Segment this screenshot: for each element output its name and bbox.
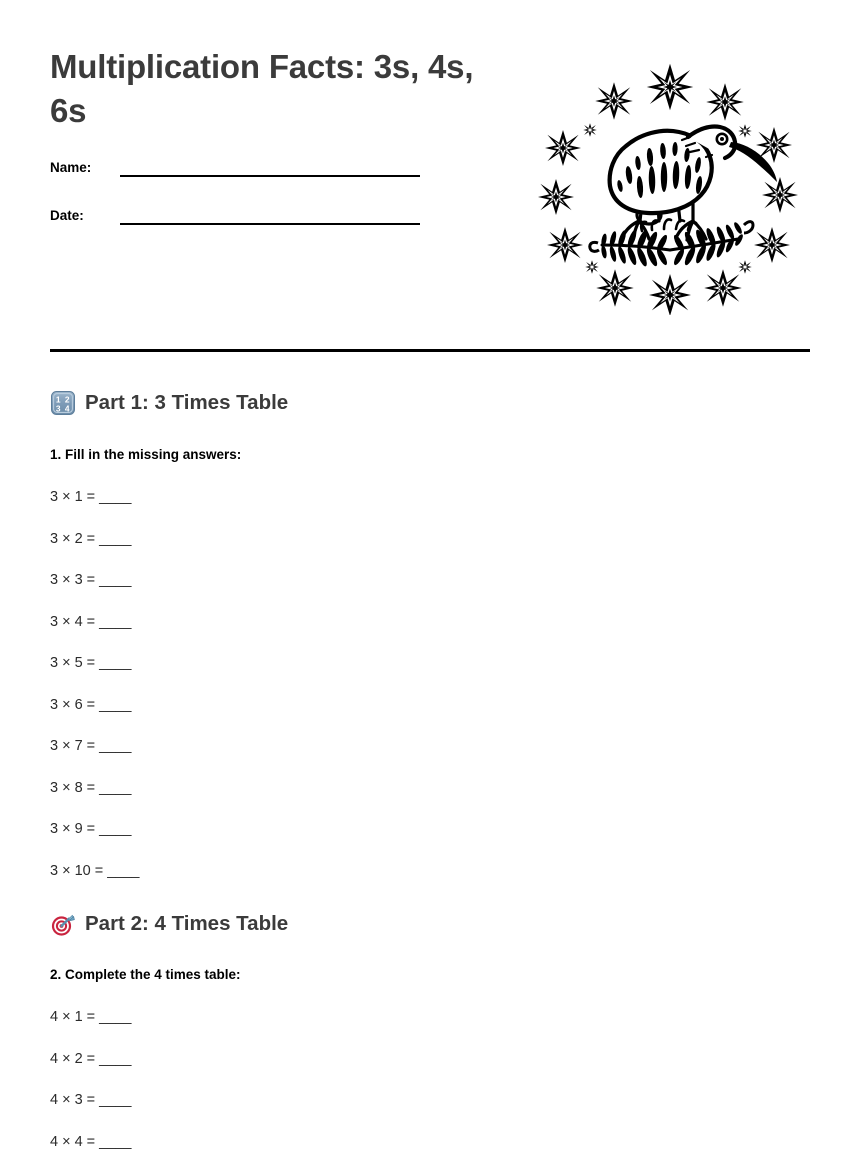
section-heading-part-2: [50, 911, 288, 937]
name-label: Name:: [50, 160, 92, 175]
section-title-part-1: Part 1: 3 Times Table: [85, 391, 289, 414]
problem-row[interactable]: 3 × 6 = ____: [50, 696, 132, 713]
section-title-part-2: Part 2: 4 Times Table: [85, 912, 289, 935]
svg-text:3: 3: [55, 403, 61, 414]
problem-row[interactable]: 3 × 1 = ____: [50, 489, 132, 505]
name-input-line[interactable]: [120, 161, 420, 177]
worksheet-header: [50, 45, 810, 330]
svg-text:4: 4: [64, 403, 70, 414]
input-numbers-icon: [50, 390, 76, 416]
date-field-row: [50, 203, 510, 225]
title-block: [50, 45, 510, 225]
problem-row[interactable]: 3 × 10 = ____: [50, 862, 140, 879]
date-label: Date:: [50, 208, 84, 223]
problem-row[interactable]: 3 × 7 = ____: [50, 738, 132, 754]
prompt-part-1: 1. Fill in the missing answers:: [50, 447, 242, 462]
kiwi-emblem-icon: [530, 45, 810, 315]
name-field-row: [50, 155, 510, 177]
problem-row[interactable]: 4 × 4 = ____: [50, 1133, 132, 1150]
problem-row[interactable]: 4 × 1 = ____: [50, 1009, 132, 1025]
svg-text:1: 1: [55, 394, 61, 405]
date-input-line[interactable]: [120, 209, 420, 225]
svg-text:2: 2: [64, 394, 70, 405]
section-heading-part-1: [50, 390, 288, 416]
prompt-part-2: 2. Complete the 4 times table:: [50, 967, 241, 982]
page-title: Multiplication Facts: 3s, 4s, 6s: [50, 48, 474, 129]
problem-row[interactable]: 3 × 3 = ____: [50, 572, 132, 588]
problem-row[interactable]: 4 × 2 = ____: [50, 1050, 132, 1067]
problem-row[interactable]: 3 × 4 = ____: [50, 613, 132, 630]
problem-row[interactable]: 3 × 5 = ____: [50, 655, 132, 671]
problem-row[interactable]: 4 × 3 = ____: [50, 1092, 132, 1108]
problem-row[interactable]: 3 × 2 = ____: [50, 530, 132, 547]
header-divider-rule: [50, 349, 810, 352]
problem-row[interactable]: 3 × 8 = ____: [50, 779, 132, 796]
dart-target-icon: [50, 911, 76, 937]
problem-row[interactable]: 3 × 9 = ____: [50, 821, 132, 837]
